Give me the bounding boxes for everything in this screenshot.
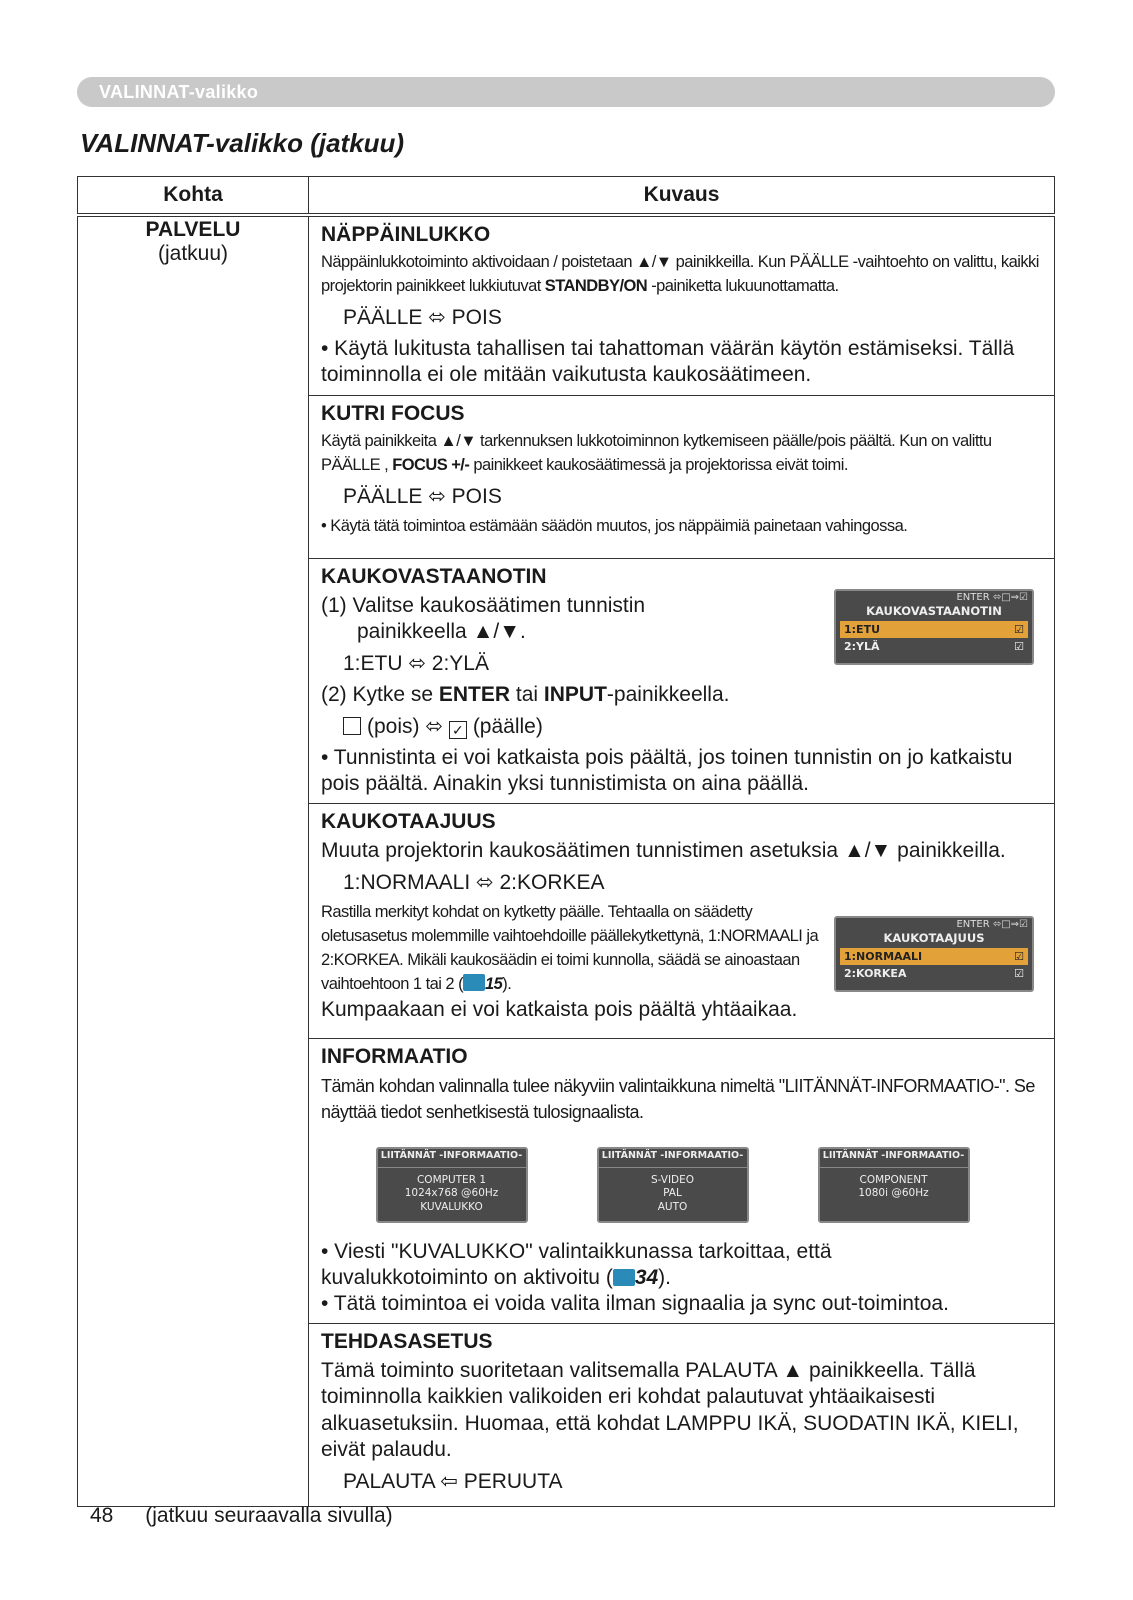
checkbox-checked-icon: ✓ <box>449 721 467 739</box>
book-icon <box>463 974 485 991</box>
menu-table <box>77 176 1055 1507</box>
kaukotaajuus-osd: ENTER ⬄□⇒☑ KAUKOTAAJUUS 1:NORMAALI ☑ 2:KORKEA ☑ <box>834 916 1034 992</box>
tehdasasetus-desc: Tämä toiminto suoritetaan valitsemalla PALAUTA ▲ painikkeella. Tällä toiminnolla kaikkien valikoiden eri kohdat palautuvat yhtäaikaisesti alkuasetuksiin. Huomaa, että kohdat LAMPPU IKÄ, SUODATIN IKÄ, KIELI, eivät palaudu. <box>321 1359 1019 1461</box>
section-header-bar <box>77 77 1055 107</box>
informaatio-title: INFORMAATIO <box>321 1045 468 1069</box>
kaukotaajuus-title: KAUKOTAAJUUS <box>321 810 496 834</box>
book-icon <box>613 1269 635 1286</box>
page-number: 48 <box>90 1504 114 1527</box>
kaukovastaanotin-title: KAUKOVASTAANOTIN <box>321 565 547 588</box>
info-osd-computer: LIITÄNNÄT -INFORMAATIO- COMPUTER 1 1024x768 @60Hz KUVALUKKO <box>376 1147 528 1223</box>
nappainlukko-note: • Käytä lukitusta tahallisen tai tahattoman väärän käytön estämiseksi. Tällä toiminnolla ei ole mitään vaikutusta kaukosäätimeen. <box>321 336 1015 386</box>
nappainlukko-options: PÄÄLLE ⬄ POIS <box>343 305 502 329</box>
section-kaukovastaanotin <box>309 559 1055 804</box>
kutri-options: PÄÄLLE ⬄ POIS <box>343 484 502 508</box>
section-kutri-focus <box>309 396 1055 559</box>
info-osd-svideo: LIITÄNNÄT -INFORMAATIO- S-VIDEO PAL AUTO <box>597 1147 749 1223</box>
kutri-desc: Käytä painikkeita ▲/▼ tarkennuksen lukkotoiminnon kytkemiseen päälle/pois päältä. Kun on valittu PÄÄLLE , FOCUS +/- painikkeet kaukosäätimessä ja projektorissa eivät toimi. <box>321 432 992 474</box>
continue-note: (jatkuu seuraavalla sivulla) <box>145 1504 393 1527</box>
kaukovastaanotin-step1: (1) Valitse kaukosäätimen tunnistin <box>321 594 646 617</box>
kaukotaajuus-desc: Muuta projektorin kaukosäätimen tunnistimen asetuksia ▲/▼ painikkeilla. <box>321 839 1006 863</box>
kaukovastaanotin-step1b: painikkeella ▲/▼. <box>357 620 526 644</box>
kaukotaajuus-note: Kumpaakaan ei voi katkaista pois päältä yhtäaikaa. <box>321 997 798 1021</box>
kaukovastaanotin-note: • Tunnistinta ei voi katkaista pois päältä, jos toinen tunnistin on jo katkaistu pois päältä. Ainakin yksi tunnistimista on aina päällä. <box>321 746 1013 796</box>
tehdasasetus-title: TEHDASASETUS <box>321 1330 493 1354</box>
section-informaatio <box>309 1039 1055 1324</box>
page-title: VALINNAT-valikko (jatkuu) <box>80 128 405 158</box>
page-footer <box>90 1504 393 1528</box>
kaukotaajuus-small-note: Rastilla merkityt kohdat on kytketty päälle. Tehtaalla on säädetty oletusasetus molemmille vaihtoehdoille päällekytkettynä, 1:NORMAALI ja 2:KORKEA. Mikäli kaukosäädin ei toimi kunnolla, säädä se ainoastaan vaihtoehtoon 1 tai 2 ( 15). <box>321 903 819 993</box>
section-label: VALINNAT-valikko <box>99 82 259 102</box>
kaukotaajuus-options: 1:NORMAALI ⬄ 2:KORKEA <box>343 871 605 895</box>
kaukovastaanotin-osd: ENTER ⬄□⇒☑ KAUKOVASTAANOTIN 1:ETU ☑ 2:YLÄ ☑ <box>834 589 1034 665</box>
kaukovastaanotin-options: 1:ETU ⬄ 2:YLÄ <box>343 652 489 676</box>
kaukovastaanotin-checkbox-options: (pois) ⬄ ✓ (päälle) <box>321 714 1044 739</box>
item-cell <box>78 215 309 1507</box>
col-header-desc: Kuvaus <box>309 177 1055 216</box>
kaukovastaanotin-step2: (2) Kytke se ENTER tai INPUT-painikkeella. <box>321 683 730 707</box>
informaatio-osd-row <box>341 1147 1004 1223</box>
nappainlukko-title: NÄPPÄINLUKKO <box>321 223 491 246</box>
info-osd-component: LIITÄNNÄT -INFORMAATIO- COMPONENT 1080i @60Hz <box>818 1147 970 1223</box>
col-header-item: Kohta <box>78 177 309 216</box>
informaatio-note2: • Tätä toimintoa ei voida valita ilman signaalia ja sync out-toimintoa. <box>321 1292 949 1316</box>
section-tehdasasetus <box>309 1324 1055 1507</box>
informaatio-note1: • Viesti "KUVALUKKO" valintaikkunassa tarkoittaa, että kuvalukkotoiminto on aktivoitu ( 34). <box>321 1240 832 1290</box>
checkbox-empty-icon <box>343 717 361 735</box>
nappainlukko-desc: Näppäinlukkotoiminto aktivoidaan / poistetaan ▲/▼ painikkeilla. Kun PÄÄLLE -vaihtoehto on valittu, kaikki projektorin painikkeet lukkiutuvat STANDBY/ON -painiketta lukuunottamatta. <box>321 253 1039 295</box>
section-kaukotaajuus <box>309 804 1055 1039</box>
kutri-title: KUTRI FOCUS <box>321 402 465 425</box>
tehdasasetus-options: PALAUTA ⇦ PERUUTA <box>343 1469 563 1493</box>
kutri-note: • Käytä tätä toimintoa estämään säädön muutos, jos näppäimiä painetaan vahingossa. <box>321 516 908 535</box>
item-name: PALVELU <box>145 218 241 241</box>
section-nappainlukko <box>309 215 1055 396</box>
informaatio-desc: Tämän kohdan valinnalla tulee näkyviin valintaikkuna nimeltä "LIITÄNNÄT-INFORMAATIO-". Se näyttää tiedot senhetkisestä tulosignaalista. <box>321 1076 1035 1123</box>
item-note: (jatkuu) <box>157 242 229 265</box>
